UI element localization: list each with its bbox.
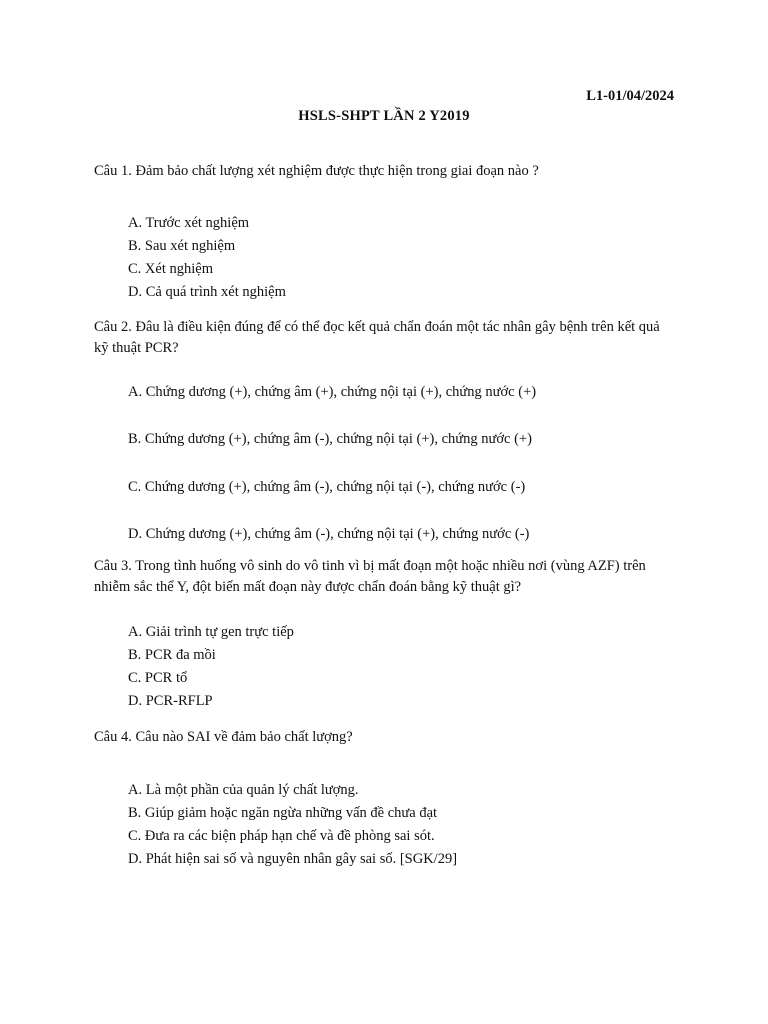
question-1-option-a: A. Trước xét nghiệm <box>128 215 250 231</box>
question-2-option-d: D. Chứng dương (+), chứng âm (-), chứng nội tại (+), chứng nước (-) <box>128 526 530 542</box>
question-1-text: Câu 1. Đảm bảo chất lượng xét nghiệm được thực hiện trong giai đoạn nào ? <box>94 163 539 179</box>
question-3-option-b: B. PCR đa mồi <box>128 647 216 663</box>
question-1-option-d: D. Cả quá trình xét nghiệm <box>128 284 286 300</box>
question-4-option-d: D. Phát hiện sai số và nguyên nhân gây sai số. [SGK/29] <box>128 851 458 867</box>
question-3-option-d: D. PCR-RFLP <box>128 693 213 709</box>
document-title: HSLS-SHPT LẦN 2 Y2019 <box>298 108 470 124</box>
question-4-text: Câu 4. Câu nào SAI về đảm bảo chất lượng? <box>94 729 353 745</box>
question-2-option-b: B. Chứng dương (+), chứng âm (-), chứng nội tại (+), chứng nước (+) <box>128 431 532 447</box>
question-1-option-c: C. Xét nghiệm <box>128 261 213 277</box>
question-3-text: Câu 3. Trong tình huống vô sinh do vô tinh vì bị mất đoạn một hoặc nhiều nơi (vùng AZF) trên nhiễm sắc thể Y, đột biến mất đoạn này được chẩn đoán bằng kỹ thuật gì? <box>94 558 646 595</box>
document-code: L1-01/04/2024 <box>586 88 674 104</box>
question-2-option-c: C. Chứng dương (+), chứng âm (-), chứng nội tại (-), chứng nước (-) <box>128 479 526 495</box>
question-2-text: Câu 2. Đâu là điều kiện đúng để có thể đọc kết quả chẩn đoán một tác nhân gây bệnh trên kết quả kỹ thuật PCR? <box>94 319 660 356</box>
question-2-option-a: A. Chứng dương (+), chứng âm (+), chứng nội tại (+), chứng nước (+) <box>128 384 537 400</box>
question-4-option-a: A. Là một phần của quản lý chất lượng. <box>128 782 359 798</box>
question-4-option-b: B. Giúp giảm hoặc ngăn ngừa những vấn đề chưa đạt <box>128 805 438 821</box>
question-4-option-c: C. Đưa ra các biện pháp hạn chế và đề phòng sai sót. <box>128 828 435 844</box>
question-3-option-a: A. Giải trình tự gen trực tiếp <box>128 624 294 640</box>
question-1-option-b: B. Sau xét nghiệm <box>128 238 236 254</box>
question-3-option-c: C. PCR tổ <box>128 670 188 686</box>
